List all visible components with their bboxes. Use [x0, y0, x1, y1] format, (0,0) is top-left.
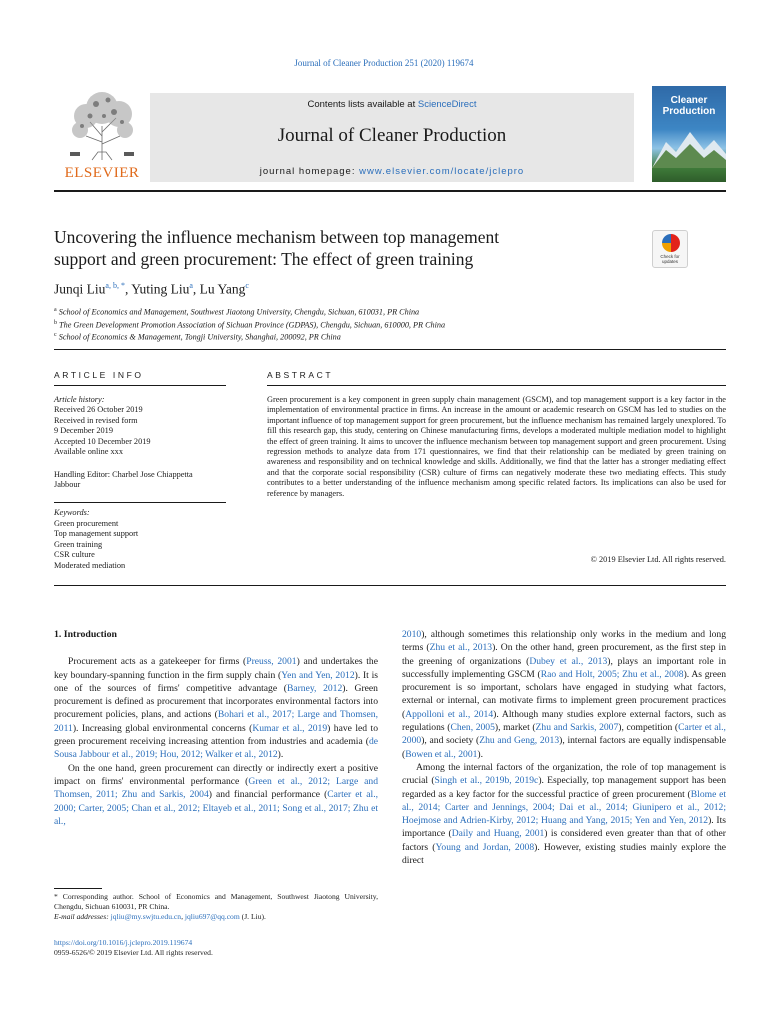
author-affiliation-mark[interactable]: a, b, * — [105, 281, 125, 290]
article-title-line2: support and green procurement: The effect of green training — [54, 249, 474, 269]
article-info-rule — [54, 385, 226, 386]
right-paragraphs — [402, 628, 726, 867]
cover-title-line1: Cleaner — [670, 95, 708, 106]
abstract-bottom-rule — [54, 585, 726, 586]
handling-editor-line1: Handling Editor: Charbel Jose Chiappetta — [54, 470, 193, 479]
paragraph-text: On the one hand, green procurement can directly or indirectly exert a positive impact on firms' environmental performance ( — [54, 762, 378, 787]
article-history — [54, 395, 234, 457]
journal-cover-thumbnail[interactable] — [652, 86, 726, 182]
citation-link[interactable]: Chen, 2005 — [450, 722, 495, 734]
paragraph-text: ). Especially, top management support has been regarded as a key factor for the successful practice of green procurement ( — [402, 775, 726, 800]
cover-mountain-image — [652, 128, 726, 168]
section-heading: 1. Introduction — [54, 629, 117, 640]
journal-citation-link[interactable]: Journal of Cleaner Production 251 (2020) 119674 — [294, 58, 474, 68]
body-column-left — [54, 628, 378, 828]
citation-link[interactable]: Preuss, 2001 — [246, 656, 297, 668]
citation-link[interactable]: Kumar et al., 2019 — [252, 722, 328, 734]
doi-block — [54, 938, 378, 958]
affiliation-text: School of Economics and Management, Southwest Jiaotong University, Chengdu, Sichuan, 610031, PR China — [58, 307, 420, 317]
journal-homepage-link[interactable]: www.elsevier.com/locate/jclepro — [359, 166, 525, 177]
history-line: Available online xxx — [54, 447, 123, 457]
citation-link[interactable]: de Sousa Jabbour et al., 2019; Hou, 2012; Walker et al., 2012 — [54, 736, 378, 761]
header-rule — [54, 349, 726, 350]
citation-link[interactable]: Carter et al., 2000 — [402, 722, 726, 747]
citation-link[interactable]: Dubey et al., 2013 — [529, 655, 608, 667]
citation-link[interactable]: Carter et al., 2000; Carter, 2005; Chan et al., 2012; Eltayeb et al., 2011; Song et al., 2017; Zhu et al., — [54, 789, 378, 827]
handling-editor — [54, 470, 234, 491]
paragraph-text: ), competition ( — [618, 722, 679, 734]
contents-prefix: Contents lists available at — [307, 99, 418, 110]
citation-link[interactable]: Barney, 2012 — [286, 682, 343, 694]
citation-link[interactable]: Zhu et al., 2013 — [429, 642, 493, 654]
citation-link[interactable]: Rao and Holt, 2005; Zhu et al., 2008 — [540, 668, 684, 680]
body-paragraph — [54, 655, 378, 761]
history-label: Article history: — [54, 395, 105, 404]
author-name[interactable]: Lu Yang — [199, 281, 246, 297]
citation-link[interactable]: Young and Jordan, 2008 — [435, 841, 535, 853]
footnote — [54, 892, 378, 922]
citation-link[interactable]: Bohari et al., 2017; Large and Thomsen, 2011 — [54, 709, 378, 734]
article-title — [54, 226, 614, 270]
paragraph-text: ). — [277, 749, 284, 761]
keyword: Top management support — [54, 529, 139, 539]
author-separator: , — [124, 281, 132, 297]
keyword: Green training — [54, 539, 103, 549]
keywords — [54, 508, 234, 572]
cover-title-line2: Production — [662, 106, 716, 117]
email-separator: , — [181, 912, 185, 921]
paragraph-text: ), internal factors are equally indispensable ( — [402, 735, 726, 760]
journal-banner — [150, 93, 634, 182]
affiliation-line — [54, 305, 674, 318]
paragraph-text: ). — [477, 748, 484, 760]
keyword: CSR culture — [54, 550, 95, 560]
email-link[interactable]: jqliu@my.swjtu.edu.cn — [110, 912, 182, 921]
email-link[interactable]: jqliu697@qq.com — [184, 912, 240, 921]
affiliations — [54, 305, 674, 343]
citation-link[interactable]: Appolloni et al., 2014 — [405, 708, 494, 720]
keyword: Green procurement — [54, 518, 119, 528]
affiliation-line — [54, 330, 674, 343]
journal-masthead — [54, 86, 726, 182]
paragraph-text: ). Increasing global environmental concerns ( — [72, 722, 253, 734]
elsevier-tree-icon — [62, 86, 142, 162]
corresponding-author-note: * Corresponding author. School of Economics and Management, Southwest Jiaotong University, Chengdu, Sichuan 610031, PR China. — [54, 892, 378, 911]
paragraph-text: ) and undertakes the key boundary-spanning function in the firm supply chain ( — [54, 656, 378, 681]
citation-link[interactable]: Bowen et al., 2001 — [405, 748, 478, 760]
citation-link[interactable]: 2010 — [402, 629, 422, 640]
article-title-line1: Uncovering the influence mechanism between top management — [54, 227, 500, 247]
history-line: Received in revised form — [54, 415, 138, 425]
history-line: Accepted 10 December 2019 — [54, 436, 151, 446]
handling-editor-line2: Jabbour — [54, 480, 81, 490]
paragraph-text: ). As green procurement is so important, scholars have engaged in studying what factors, external or internal, can motivate firms to implement green procurement practices ( — [402, 668, 727, 720]
elsevier-logo[interactable] — [54, 86, 150, 182]
article-info-heading: ARTICLE INFO — [54, 370, 144, 380]
paragraph-text: ). It is one of the sources of firms' competitive advantage ( — [54, 669, 378, 694]
check-for-updates-label: Check for updates — [660, 254, 680, 264]
author-affiliation-mark[interactable]: a — [189, 281, 193, 290]
issn-line: 0959-6526/© 2019 Elsevier Ltd. All rights reserved. — [54, 948, 213, 957]
paragraph-text: ) have led to green procurement receiving increasing attention from industries and academia ( — [54, 722, 378, 748]
homepage-line — [150, 166, 634, 177]
emails-line — [54, 912, 378, 922]
email-suffix: (J. Liu). — [239, 912, 266, 921]
citation-link[interactable]: Singh et al., 2019b, 2019c — [434, 775, 539, 787]
masthead-rule — [54, 190, 726, 192]
author-affiliation-mark[interactable]: c — [245, 281, 249, 290]
keywords-rule — [54, 502, 226, 503]
history-line: Received 26 October 2019 — [54, 405, 143, 415]
affiliation-line — [54, 318, 674, 331]
doi-link[interactable]: https://doi.org/10.1016/j.jclepro.2019.119674 — [54, 938, 193, 947]
citation-link[interactable]: Zhu and Sarkis, 2007 — [535, 722, 619, 734]
body-paragraph — [402, 761, 726, 867]
sciencedirect-link[interactable]: ScienceDirect — [417, 99, 477, 110]
citation-link[interactable]: Blome et al., 2014; Carter and Jennings, 2004; Dai et al., 2014; Giunipero et al., 2012; Hoejmose and Adrien-Kirby, 2012; Huang and Yang, 2015; Yen and Yen, 2012 — [402, 788, 727, 827]
paragraph-text: ). On the other hand, green procurement, as the first step in the greening of organizations ( — [402, 642, 726, 667]
contents-line — [150, 99, 634, 110]
affiliation-mark: a — [54, 307, 57, 313]
citation-link[interactable]: Yen and Yen, 2012 — [281, 669, 355, 681]
body-column-right — [402, 628, 726, 867]
abstract-rule — [267, 385, 726, 386]
keyword: Moderated mediation — [54, 560, 126, 570]
affiliation-mark: b — [54, 319, 57, 326]
citation-link[interactable]: Green et al., 2012; Large and Thomsen, 2011; Zhu and Sarkis, 2004 — [54, 775, 378, 801]
body-paragraph — [54, 762, 378, 828]
cover-title — [656, 95, 722, 117]
paragraph-text: ), and society ( — [421, 735, 480, 747]
paragraph-text: ), although sometimes this relationship only works in the medium and long terms ( — [402, 629, 726, 654]
affiliation-mark: c — [54, 332, 57, 339]
homepage-prefix: journal homepage: — [259, 166, 360, 177]
paragraph-text: ). Its importance ( — [402, 815, 726, 840]
paragraph-text: ) is considered even greater than that of other factors ( — [402, 828, 726, 853]
publisher-name: ELSEVIER — [64, 165, 140, 181]
paragraph-text: ), plays an important role in successfully implementing GSCM ( — [402, 655, 727, 680]
affiliation-text: The Green Development Promotion Association of Sichuan Province (GDPAS), Chengdu, Sichuan, 610000, PR China — [59, 320, 446, 330]
author-list — [54, 281, 654, 298]
history-line: 9 December 2019 — [54, 426, 113, 436]
emails-label: E-mail addresses: — [54, 912, 111, 921]
paragraph-text: ). Green procurement is defined as procurement that incorporates environmental factors into procurement policies, plans, and actions ( — [54, 682, 378, 721]
paragraph-text: ) and financial performance ( — [208, 789, 328, 801]
paragraph-text: ), market ( — [494, 722, 536, 734]
paragraph-text: ). Although many studies explore external factors, such as regulations ( — [402, 708, 726, 734]
citation-link[interactable]: Daily and Huang, 2001 — [451, 828, 545, 840]
paragraph-text: Among the internal factors of the organization, the role of top management is crucial ( — [402, 761, 726, 787]
author-name[interactable]: Yuting Liu — [131, 281, 190, 297]
keywords-label: Keywords: — [54, 508, 90, 517]
abstract-heading: ABSTRACT — [267, 370, 334, 380]
paragraph-text: ). However, existing studies mainly explore the direct — [402, 841, 727, 867]
left-paragraphs — [54, 655, 378, 828]
paragraph-text: Procurement acts as a gatekeeper for firms ( — [68, 656, 247, 668]
copyright-notice: © 2019 Elsevier Ltd. All rights reserved. — [590, 555, 726, 564]
author-name[interactable]: Junqi Liu — [54, 281, 106, 297]
author-separator: , — [192, 281, 200, 297]
crossmark-icon — [662, 234, 680, 252]
journal-title: Journal of Cleaner Production — [277, 125, 507, 146]
abstract-text: Green procurement is a key component in green supply chain management (GSCM), and top management support is a key factor in the implementation of environmental practice in firms. An increase in the amount or academic research on GSCM has led to studies on the important influence of top management support for green procurement, but the influence mechanism has remained largely unexplored. To fill this research gap, this study, centering on Chinese manufacturing firms, develops a moderated multiple mediation model to highlight the effect of green training. It aims to uncover the influence mechanism between top management support and green procurement. Using regression methods to analyze data from 171 questionnaires, we find that their relationship can be mediated by green training on awareness and responsibility and on technical knowledge and skills. Additionally, we find that the latter has a stronger mediating effect and that the corporate social responsibility (CSR) culture of firms can negatively moderate these two mediating effects. This study contributes to a better understanding of the influence mechanism among specific related factors. Its implications can also be used for reference by managers. — [267, 395, 726, 498]
body-paragraph — [402, 628, 726, 761]
footnote-rule — [54, 888, 102, 889]
affiliation-text: School of Economics & Management, Tongji University, Shanghai, 200092, PR China — [58, 333, 341, 343]
check-for-updates-button[interactable] — [652, 230, 688, 268]
citation-link[interactable]: Zhu and Geng, 2013 — [479, 735, 560, 747]
